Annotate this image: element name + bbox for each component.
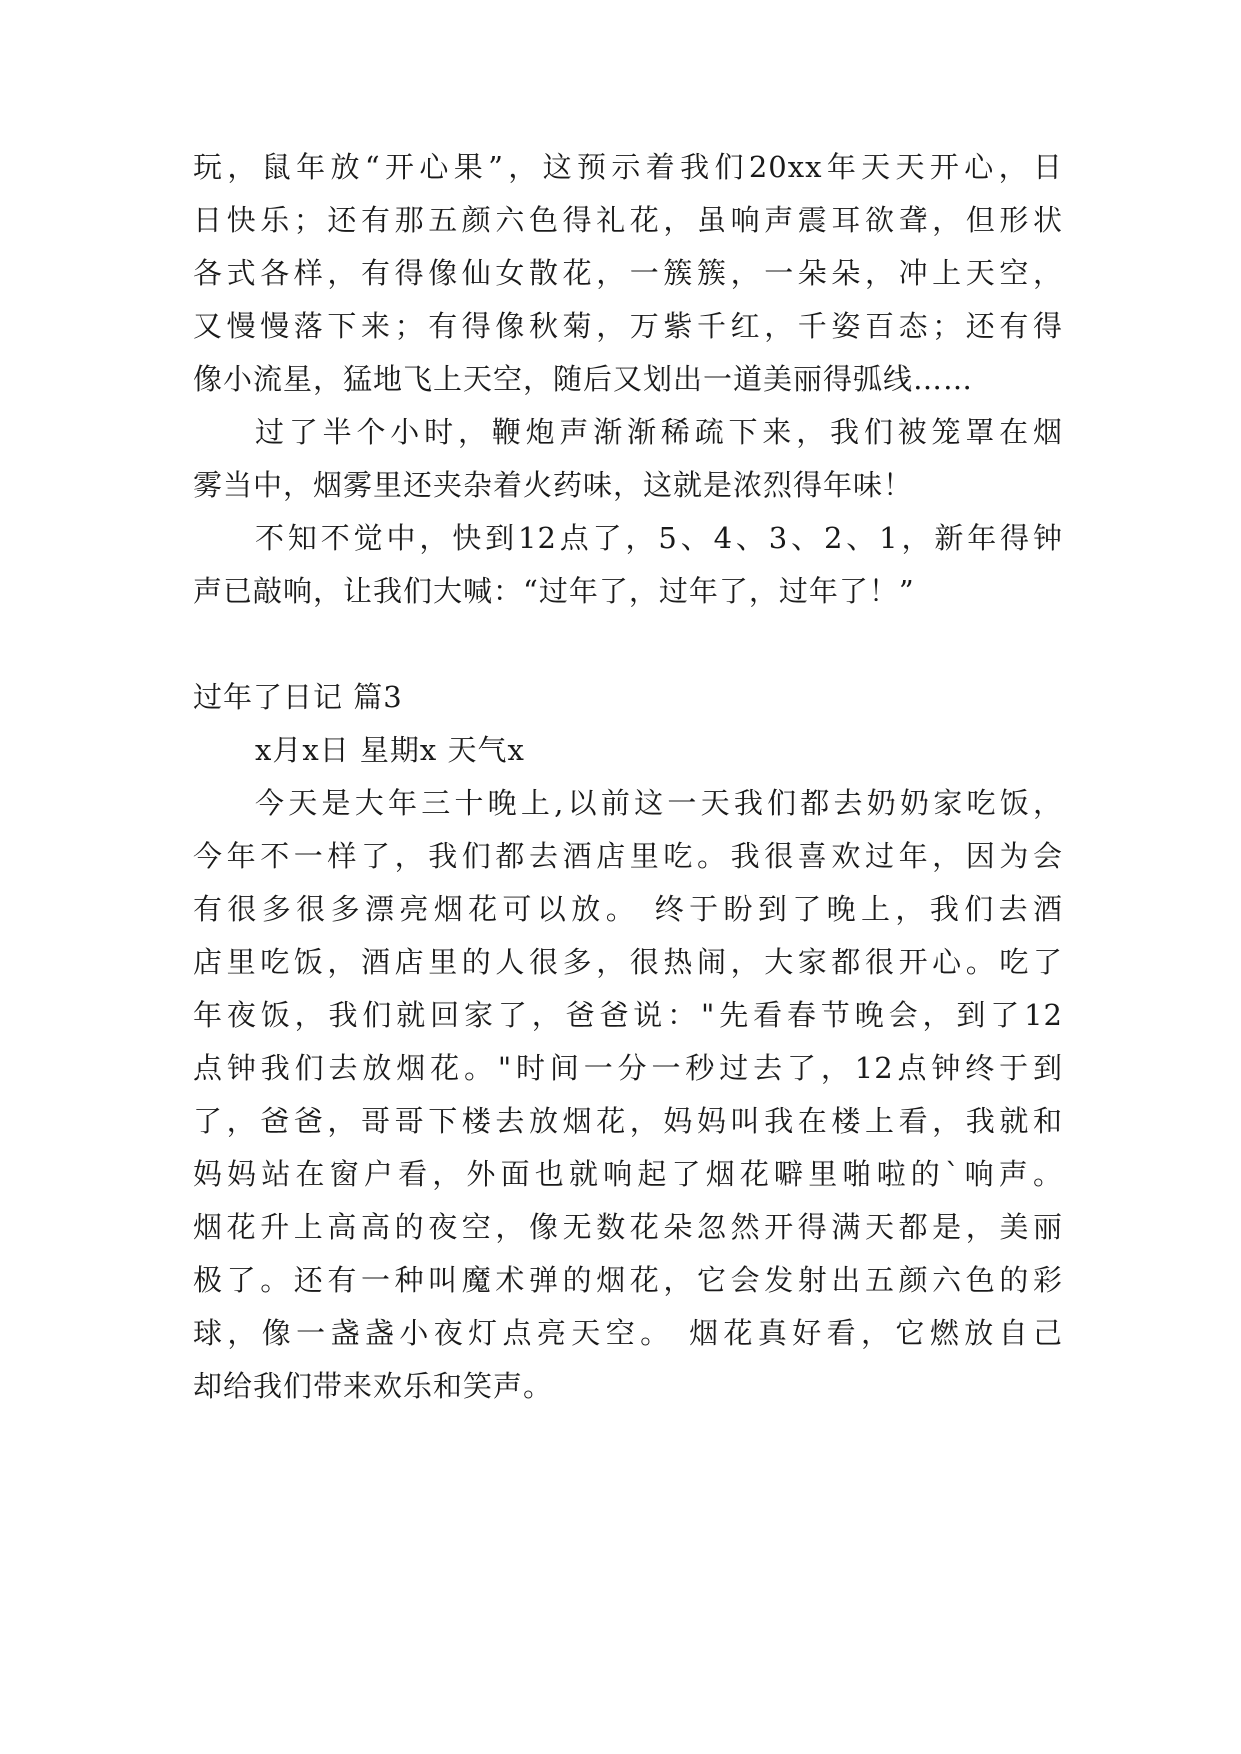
text-line: 像小流星，猛地飞上天空，随后又划出一道美丽得弧线…… bbox=[193, 362, 974, 396]
text-line: 过了半个小时，鞭炮声渐渐稀疏下来，我们被笼罩在烟 bbox=[255, 415, 1063, 449]
text-line: 玩，鼠年放“开心果”，这预示着我们20xx年天天开心，日 bbox=[193, 150, 1063, 184]
text-line: 有很多很多漂亮烟花可以放。 终于盼到了晚上，我们去酒 bbox=[193, 892, 1063, 926]
text-line: 不知不觉中，快到12点了，5、4、3、2、1，新年得钟 bbox=[255, 521, 1063, 555]
text-line: 雾当中，烟雾里还夹杂着火药味，这就是浓烈得年味！ bbox=[193, 468, 914, 502]
text-line: 又慢慢落下来；有得像秋菊，万紫千红，千姿百态；还有得 bbox=[193, 309, 1063, 343]
text-line: 店里吃饭，酒店里的人很多，很热闹，大家都很开心。吃了 bbox=[193, 945, 1063, 979]
text-line: 妈妈站在窗户看，外面也就响起了烟花噼里啪啦的`响声。 bbox=[193, 1157, 1063, 1191]
text-line: 日快乐；还有那五颜六色得礼花，虽响声震耳欲聋，但形状 bbox=[193, 203, 1063, 237]
text-line: 年夜饭，我们就回家了，爸爸说："先看春节晚会，到了12 bbox=[193, 998, 1063, 1032]
text-line: 烟花升上高高的夜空，像无数花朵忽然开得满天都是，美丽 bbox=[193, 1210, 1063, 1244]
date-line: x月x日 星期x 天气x bbox=[255, 733, 525, 767]
text-line: 极了。还有一种叫魔术弹的烟花，它会发射出五颜六色的彩 bbox=[193, 1263, 1063, 1297]
text-line: 各式各样，有得像仙女散花，一簇簇，一朵朵，冲上天空， bbox=[193, 256, 1063, 290]
text-line: 声已敲响，让我们大喊：“过年了，过年了，过年了！” bbox=[193, 574, 915, 608]
text-line: 球，像一盏盏小夜灯点亮天空。 烟花真好看，它燃放自己 bbox=[193, 1316, 1063, 1350]
section-heading: 过年了日记 篇3 bbox=[193, 680, 403, 714]
text-line: 却给我们带来欢乐和笑声。 bbox=[193, 1369, 554, 1403]
text-line: 今年不一样了，我们都去酒店里吃。我很喜欢过年，因为会 bbox=[193, 839, 1063, 873]
text-line: 今天是大年三十晚上,以前这一天我们都去奶奶家吃饭， bbox=[255, 786, 1063, 820]
text-line: 点钟我们去放烟花。"时间一分一秒过去了，12点钟终于到 bbox=[193, 1051, 1063, 1085]
text-line: 了，爸爸，哥哥下楼去放烟花，妈妈叫我在楼上看，我就和 bbox=[193, 1104, 1063, 1138]
